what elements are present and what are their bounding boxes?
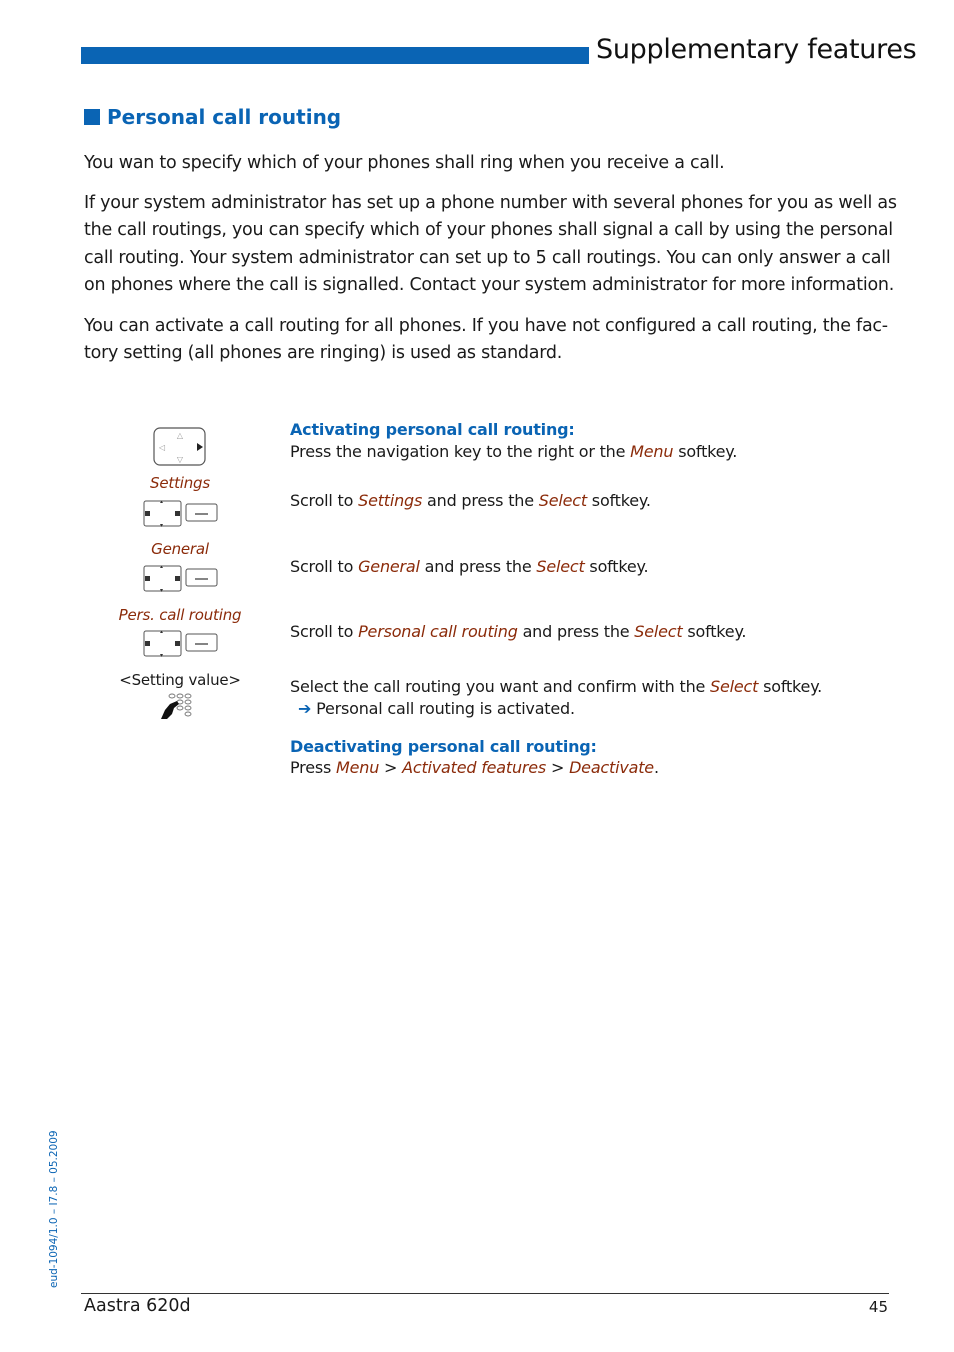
bullet-square-icon [84, 109, 100, 125]
intro-paragraph-3 [84, 313, 894, 368]
intro-paragraph-2 [84, 190, 897, 299]
deactivation-step: Press Menu > Activated features > Deactivate. [290, 758, 659, 777]
navigation-key-right-icon [153, 427, 207, 467]
text-line: tory setting (all phones are ringing) is used as standard. [84, 343, 563, 364]
step-2: Scroll to Settings and press the Select softkey. [290, 491, 651, 510]
text-line: call routing. Your system administrator can set up to 5 call routings. You can only answer a call [84, 247, 891, 268]
text-line: If your system administrator has set up a phone number with several phones for you as well as [84, 193, 897, 213]
svg-text:△: △ [176, 431, 184, 440]
section-title: Personal call routing [107, 105, 342, 129]
step-3: Scroll to General and press the Select softkey. [290, 557, 649, 576]
page-number: 45 [868, 1298, 888, 1316]
navigation-key-with-softkey-icon [142, 630, 220, 658]
text-line: You can activate a call routing for all phones. If you have not configured a call routing, the fac- [84, 316, 888, 336]
result-line: ➔ Personal call routing is activated. [298, 699, 575, 718]
text-line: the call routings, you can specify which of your phones shall signal a call by using the personal [84, 220, 893, 241]
text-line: You wan to specify which of your phones shall ring when you receive a call. [84, 153, 725, 173]
activation-heading: Activating personal call routing: [290, 420, 575, 439]
footer-rule [81, 1293, 889, 1294]
label-general: General [151, 540, 209, 558]
chapter-title: Supplementary features [596, 34, 917, 65]
intro-paragraph-1 [84, 150, 894, 177]
header-bar [81, 47, 589, 64]
step-5: Select the call routing you want and confirm with the Select softkey. [290, 677, 823, 696]
label-settings: Settings [150, 474, 210, 492]
svg-text:◁: ◁ [159, 443, 166, 452]
svg-text:▽: ▽ [176, 455, 184, 464]
deactivation-heading: Deactivating personal call routing: [290, 737, 597, 756]
menu-softkey-ref: Menu [630, 442, 674, 461]
keypad-input-icon [158, 692, 194, 722]
step-1: Press the navigation key to the right or the Menu softkey. [290, 442, 738, 461]
navigation-key-with-softkey-icon [142, 500, 220, 528]
product-name: Aastra 620d [84, 1296, 191, 1316]
step-4: Scroll to Personal call routing and press the Select softkey. [290, 622, 747, 641]
result-arrow-icon: ➔ [298, 699, 312, 718]
document-id: eud-1094/1.0 – I7.8 – 05.2009 [48, 1130, 60, 1288]
label-pers-call-routing: Pers. call routing [118, 606, 242, 624]
section-heading [84, 105, 341, 129]
label-setting-value: <Setting value> [119, 671, 241, 689]
text-line: on phones where the call is signalled. Contact your system administrator for more information. [84, 274, 895, 295]
navigation-key-with-softkey-icon [142, 565, 220, 593]
